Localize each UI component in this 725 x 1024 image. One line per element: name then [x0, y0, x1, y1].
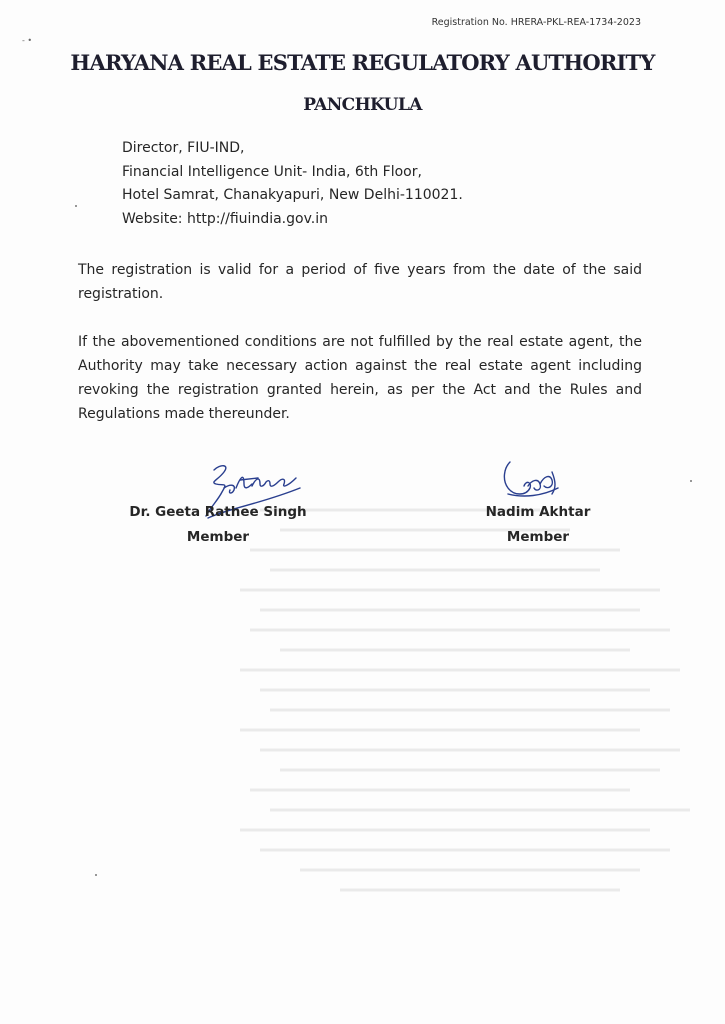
scan-speck: [75, 205, 77, 207]
address-line: Financial Intelligence Unit- India, 6th Floor,: [122, 163, 422, 180]
scan-speck: [95, 874, 97, 876]
signatory-role: Member: [506, 529, 570, 545]
signatory-block-2: [478, 500, 598, 550]
scan-speck: [690, 480, 692, 482]
authority-heading: HARYANA REAL ESTATE REGULATORY AUTHORITY: [70, 50, 655, 75]
signatory-role: Member: [186, 529, 250, 545]
validity-paragraph: The registration is valid for a period of five years from the date of the said registration.: [78, 262, 642, 302]
address-line: Director, FIU-IND,: [122, 140, 245, 156]
signatory-name: Nadim Akhtar: [485, 504, 591, 520]
conditions-paragraph: If the abovementioned conditions are not fulfilled by the real estate agent, the Authority may take necessary action against the real estate agent including revoking the registration granted herein, as per the Act and the Rules and Regulations made thereunder.: [78, 334, 642, 422]
bleed-through-texture: [240, 500, 700, 920]
address-line: Hotel Samrat, Chanakyapuri, New Delhi-110021.: [122, 187, 463, 203]
registration-number: Registration No. HRERA-PKL-REA-1734-2023: [431, 17, 641, 28]
signatory-block-1: [128, 500, 308, 550]
signatory-name: Dr. Geeta Rathee Singh: [129, 504, 307, 520]
recipient-address: [122, 137, 463, 231]
stray-mark: - •: [22, 36, 33, 45]
city-heading: PANCHKULA: [303, 95, 422, 115]
address-website: Website: http://fiuindia.gov.in: [122, 210, 328, 227]
